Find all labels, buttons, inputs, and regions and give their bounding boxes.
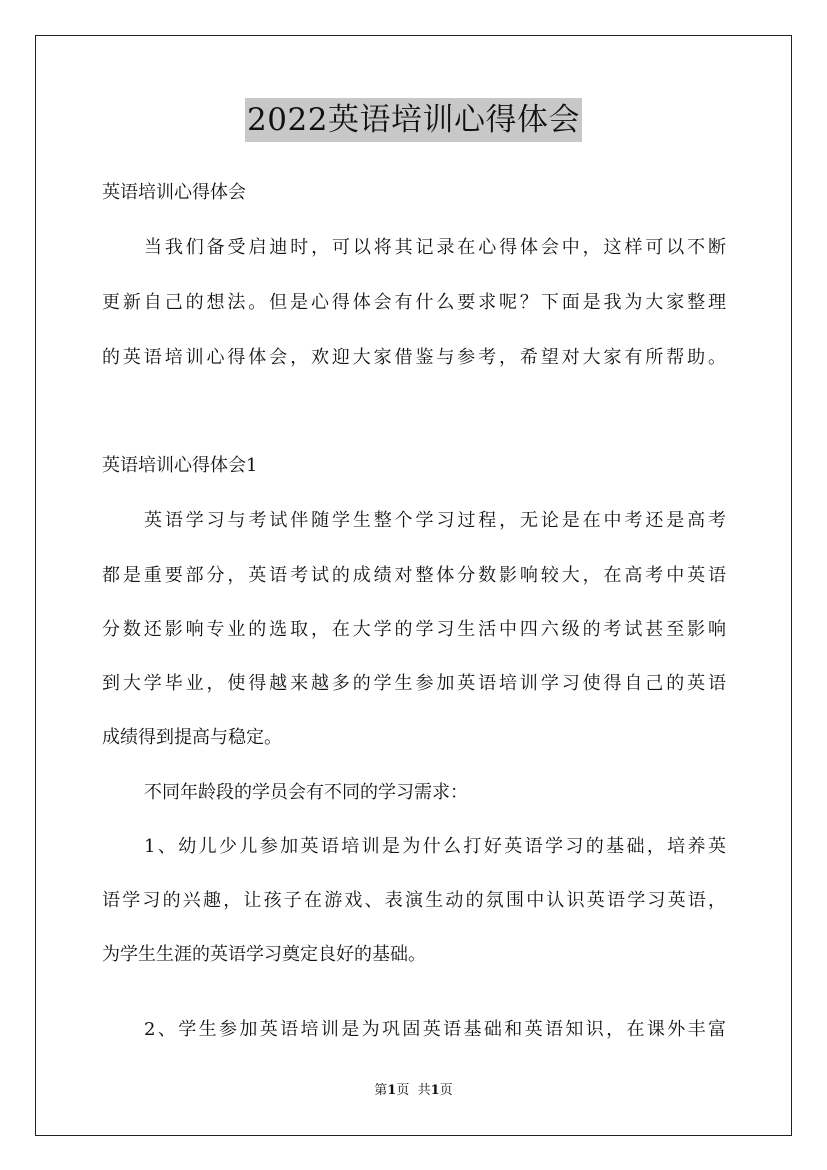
title-container [0, 98, 827, 142]
footer-total-prefix: 共 [417, 1083, 431, 1098]
intro-line-3: 的英语培训心得体会，欢迎大家借鉴与参考，希望对大家有所帮助。 [102, 347, 726, 368]
subtitle: 英语培训心得体会 [102, 182, 246, 203]
footer-total-suffix: 页 [439, 1083, 453, 1098]
document-title: 2022英语培训心得体会 [245, 98, 582, 142]
para1-line-5: 成绩得到提高与稳定。 [102, 727, 282, 748]
para3-line-1: 1、幼儿少儿参加英语培训是为什么打好英语学习的基础，培养英 [144, 836, 726, 857]
para2-line-1: 不同年龄段的学员会有不同的学习需求： [144, 782, 468, 803]
para3-line-2: 语学习的兴趣，让孩子在游戏、表演生动的氛围中认识英语学习英语， [102, 890, 726, 911]
para1-line-1: 英语学习与考试伴随学生整个学习过程，无论是在中考还是高考 [144, 510, 726, 531]
intro-line-1: 当我们备受启迪时，可以将其记录在心得体会中，这样可以不断 [144, 237, 726, 258]
para1-line-2: 都是重要部分，英语考试的成绩对整体分数影响较大，在高考中英语 [102, 565, 726, 586]
para1-line-4: 到大学毕业，使得越来越多的学生参加英语培训学习使得自己的英语 [102, 673, 726, 694]
footer-total-number: 1 [430, 1083, 440, 1098]
section-heading: 英语培训心得体会1 [102, 455, 258, 476]
para4-line-1: 2、学生参加英语培训是为巩固英语基础和英语知识，在课外丰富 [144, 1019, 726, 1040]
footer-page-suffix: 页 [396, 1083, 410, 1098]
footer-page-prefix: 第 [374, 1083, 388, 1098]
para3-line-3: 为学生生涯的英语学习奠定良好的基础。 [102, 944, 426, 965]
intro-line-2: 更新自己的想法。但是心得体会有什么要求呢？下面是我为大家整理 [102, 292, 726, 313]
footer-page-number: 1 [387, 1083, 397, 1098]
page-footer [0, 1082, 827, 1100]
para1-line-3: 分数还影响专业的选取，在大学的学习生活中四六级的考试甚至影响 [102, 619, 726, 640]
